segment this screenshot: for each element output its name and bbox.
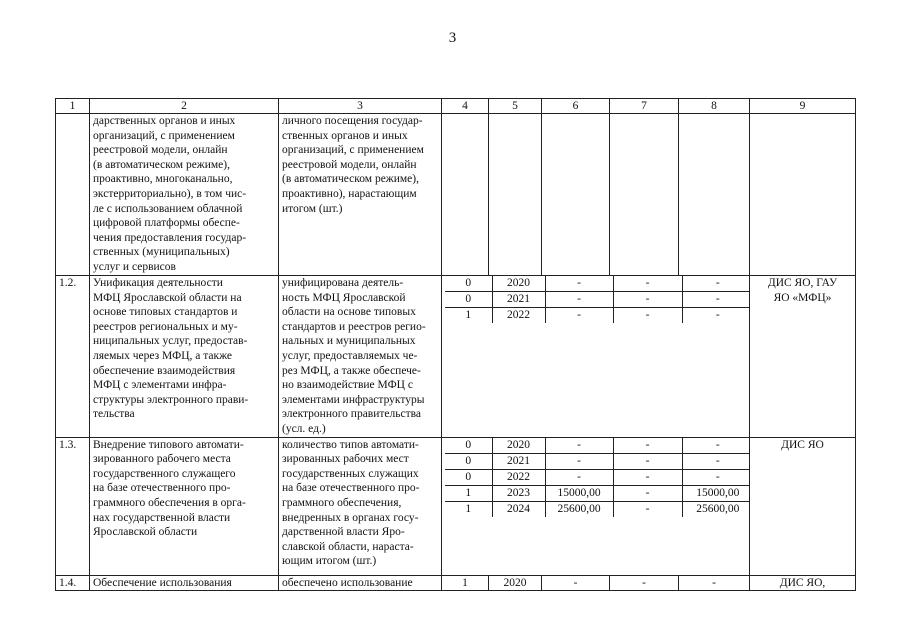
header-cell: 8: [679, 99, 750, 114]
year-row: 0 2020 - - -: [445, 438, 750, 454]
header-cell: 2: [90, 99, 279, 114]
activity-name: Унификация деятельности МФЦ Ярославской области на основе типовых стандартов и реестров региональных и му- ниципальных услуг, предостав- ляемых через МФЦ, а также обеспечение взаимодействия МФЦ с элементами инфра- структуры электронного прави- тельства: [90, 276, 279, 438]
year-row: 1 2022 - - -: [445, 308, 750, 324]
year-values: [442, 276, 750, 438]
indicator-text: количество типов автомати- зированных рабочих мест государственных служащих на базе отечественного про- граммного обеспечения, внедренных в органах госу- дарственной власти Яро- славской области, нараста- ющим итогом (шт.): [279, 437, 442, 575]
header-cell: 1: [56, 99, 90, 114]
executor: ДИС ЯО, ГАУ ЯО «МФЦ»: [750, 276, 856, 438]
header-cell: 3: [279, 99, 442, 114]
executor: ДИС ЯО,: [750, 575, 856, 591]
year-row: 0 2021 - - -: [445, 292, 750, 308]
continuation-name: дарственных органов и иных организаций, с применением реестровой модели, онлайн (в автоматическом режиме), проактивно, многоканально, экстерриториально), в том чис- ле с использованием облачной цифровой платформы обеспе- чения предоставления государ- ственных (муниципальных) услуг и сервисов: [90, 114, 279, 276]
header-cell: 7: [610, 99, 679, 114]
activity-name: Внедрение типового автомати- зированного рабочего места государственного служащего на базе отечественного про- граммного обеспечения в орга- нах государственной власти Ярославской области: [90, 437, 279, 575]
year-row: 0 2021 - - -: [445, 453, 750, 469]
header-cell: 9: [750, 99, 856, 114]
row-number: 1.3.: [56, 437, 90, 575]
year-row: 0 2020 - - -: [445, 276, 750, 292]
header-cell: 5: [489, 99, 542, 114]
row-number: 1.4.: [56, 575, 90, 591]
column-number-header: [56, 99, 856, 114]
page-number: 3: [448, 30, 457, 46]
header-cell: 6: [542, 99, 610, 114]
indicator-text: унифицирована деятель- ность МФЦ Ярославской области на основе типовых стандартов и реестров регио- нальных и муниципальных услуг, предоставляемых че- рез МФЦ, а также обеспече- но взаимодействие МФЦ с элементами инфраструктуры электронного правительства (усл. ед.): [279, 276, 442, 438]
year-row: 1 2024 25600,00 - 25600,00: [445, 501, 750, 517]
executor: ДИС ЯО: [750, 437, 856, 575]
indicator-text: обеспечено использование: [279, 575, 442, 591]
year-row: 0 2022 - - -: [445, 469, 750, 485]
header-cell: 4: [442, 99, 489, 114]
year-values: [442, 437, 750, 575]
activity-name: Обеспечение использования: [90, 575, 279, 591]
program-table: [55, 98, 856, 591]
continuation-indicator: личного посещения государ- ственных органов и иных организаций, с применением реестровой модели, онлайн (в автоматическом режиме), проактивно), нарастающим итогом (шт.): [279, 114, 442, 276]
continuation-row: [56, 114, 856, 276]
row-number: 1.2.: [56, 276, 90, 438]
table-row: 1.4. Обеспечение использования обеспечено использование 1 2020 - - - ДИС ЯО,: [56, 575, 856, 591]
table-row: [56, 437, 856, 575]
year-row: 1 2023 15000,00 - 15000,00: [445, 485, 750, 501]
table-row: [56, 276, 856, 438]
